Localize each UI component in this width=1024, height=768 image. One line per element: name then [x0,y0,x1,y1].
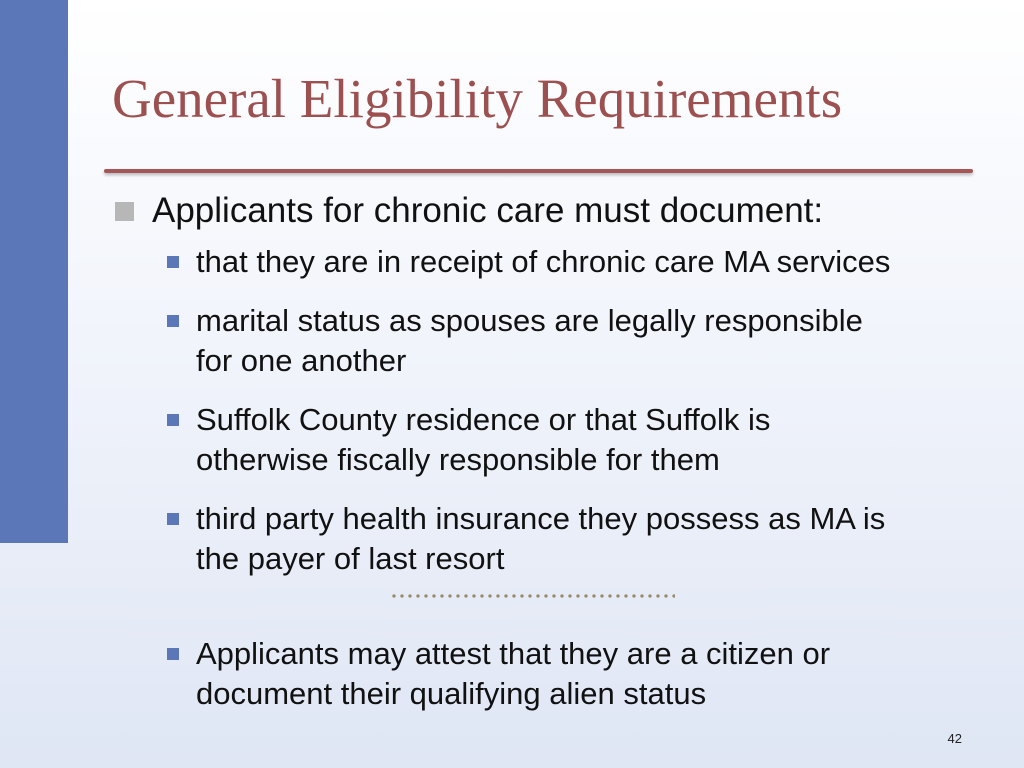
square-bullet-icon [167,256,179,268]
main-bullet [115,190,975,232]
square-bullet-icon [167,648,179,660]
sub-bullet-residence [167,400,967,480]
square-bullet-icon [115,202,134,221]
sub-bullet-line: marital status as spouses are legally responsible [196,303,863,338]
sub-bullet-citizenship [167,634,967,714]
side-accent-bar [0,0,68,543]
sub-bullet-line: for one another [196,343,407,378]
sub-bullet-line: Suffolk County residence or that Suffolk is [196,402,771,437]
sub-bullet-line: that they are in receipt of chronic care MA services [196,244,891,279]
sub-bullet-line: third party health insurance they possess as MA is [196,501,886,536]
sub-bullet-line: the payer of last resort [196,541,505,576]
slide-title: General Eligibility Requirements [112,68,843,129]
sub-bullet-marital-status [167,301,967,381]
square-bullet-icon [167,414,179,426]
sub-bullet-line: otherwise fiscally responsible for them [196,442,720,477]
sub-bullet-receipt [167,242,967,282]
square-bullet-icon [167,315,179,327]
sub-bullet-line: Applicants may attest that they are a citizen or [196,636,831,671]
slide-number: 42 [947,731,962,746]
title-underline [104,169,973,173]
main-bullet-text: Applicants for chronic care must document: [152,191,824,230]
dotted-divider [390,592,675,600]
square-bullet-icon [167,513,179,525]
sub-bullet-insurance [167,499,967,579]
sub-bullet-line: document their qualifying alien status [196,676,707,711]
